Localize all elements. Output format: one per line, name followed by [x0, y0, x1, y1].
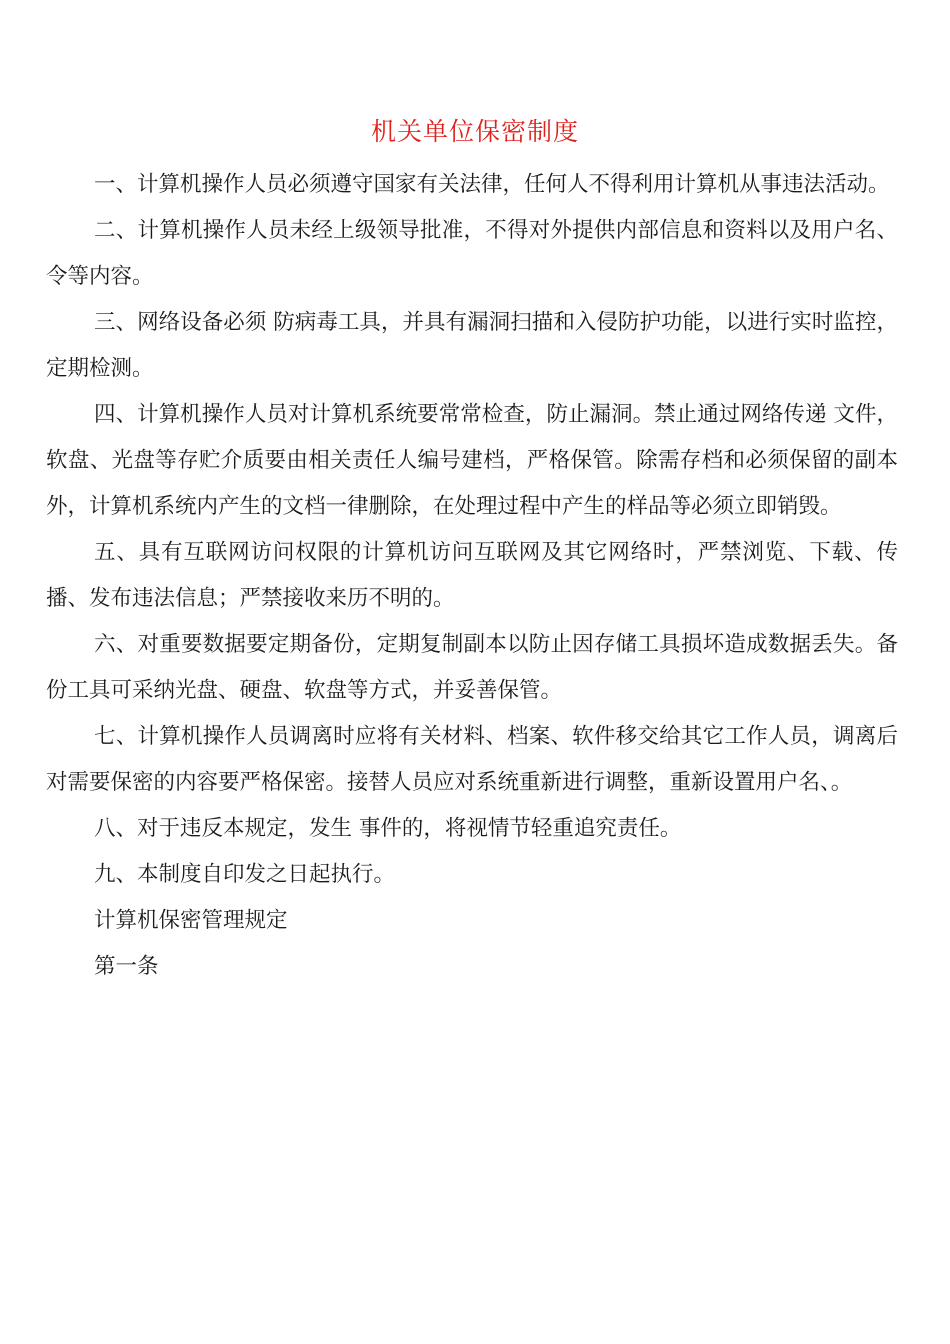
document-body — [46, 162, 898, 990]
paragraph-3: 三、网络设备必须 防病毒工具，并具有漏洞扫描和入侵防护功能，以进行实时监控，定期检测。 — [46, 310, 898, 381]
paragraph-6: 六、对重要数据要定期备份，定期复制副本以防止因存储工具损坏造成数据丢失。备份工具可采纳光盘、硬盘、软盘等方式，并妥善保管。 — [46, 632, 898, 703]
paragraph-1: 一、计算机操作人员必须遵守国家有关法律，任何人不得利用计算机从事违法活动。 — [94, 172, 890, 197]
document-title: 机关单位保密制度 — [370, 117, 579, 146]
section-heading: 计算机保密管理规定 — [94, 908, 288, 933]
article-heading: 第一条 — [94, 954, 159, 979]
paragraph-5: 五、具有互联网访问权限的计算机访问互联网及其它网络时，严禁浏览、下载、传播、发布违法信息；严禁接收来历不明的。 — [46, 540, 898, 611]
paragraph-8: 八、对于违反本规定，发生 事件的，将视情节轻重追究责任。 — [94, 816, 682, 841]
paragraph-4: 四、计算机操作人员对计算机系统要常常检查，防止漏洞。禁止通过网络传递 文件，软盘、光盘等存贮介质要由相关责任人编号建档，严格保管。除需存档和必须保留的副本外，计算机系统内产生的文档一律删除，在处理过程中产生的样品等必须立即销毁。 — [46, 402, 898, 519]
paragraph-7: 七、计算机操作人员调离时应将有关材料、档案、软件移交给其它工作人员，调离后对需要保密的内容要严格保密。接替人员应对系统重新进行调整，重新设置用户名、。 — [46, 724, 898, 795]
paragraph-9: 九、本制度自印发之日起执行。 — [94, 862, 396, 887]
paragraph-2: 二、计算机操作人员未经上级领导批准，不得对外提供内部信息和资料以及用户名、令等内容。 — [46, 218, 898, 289]
